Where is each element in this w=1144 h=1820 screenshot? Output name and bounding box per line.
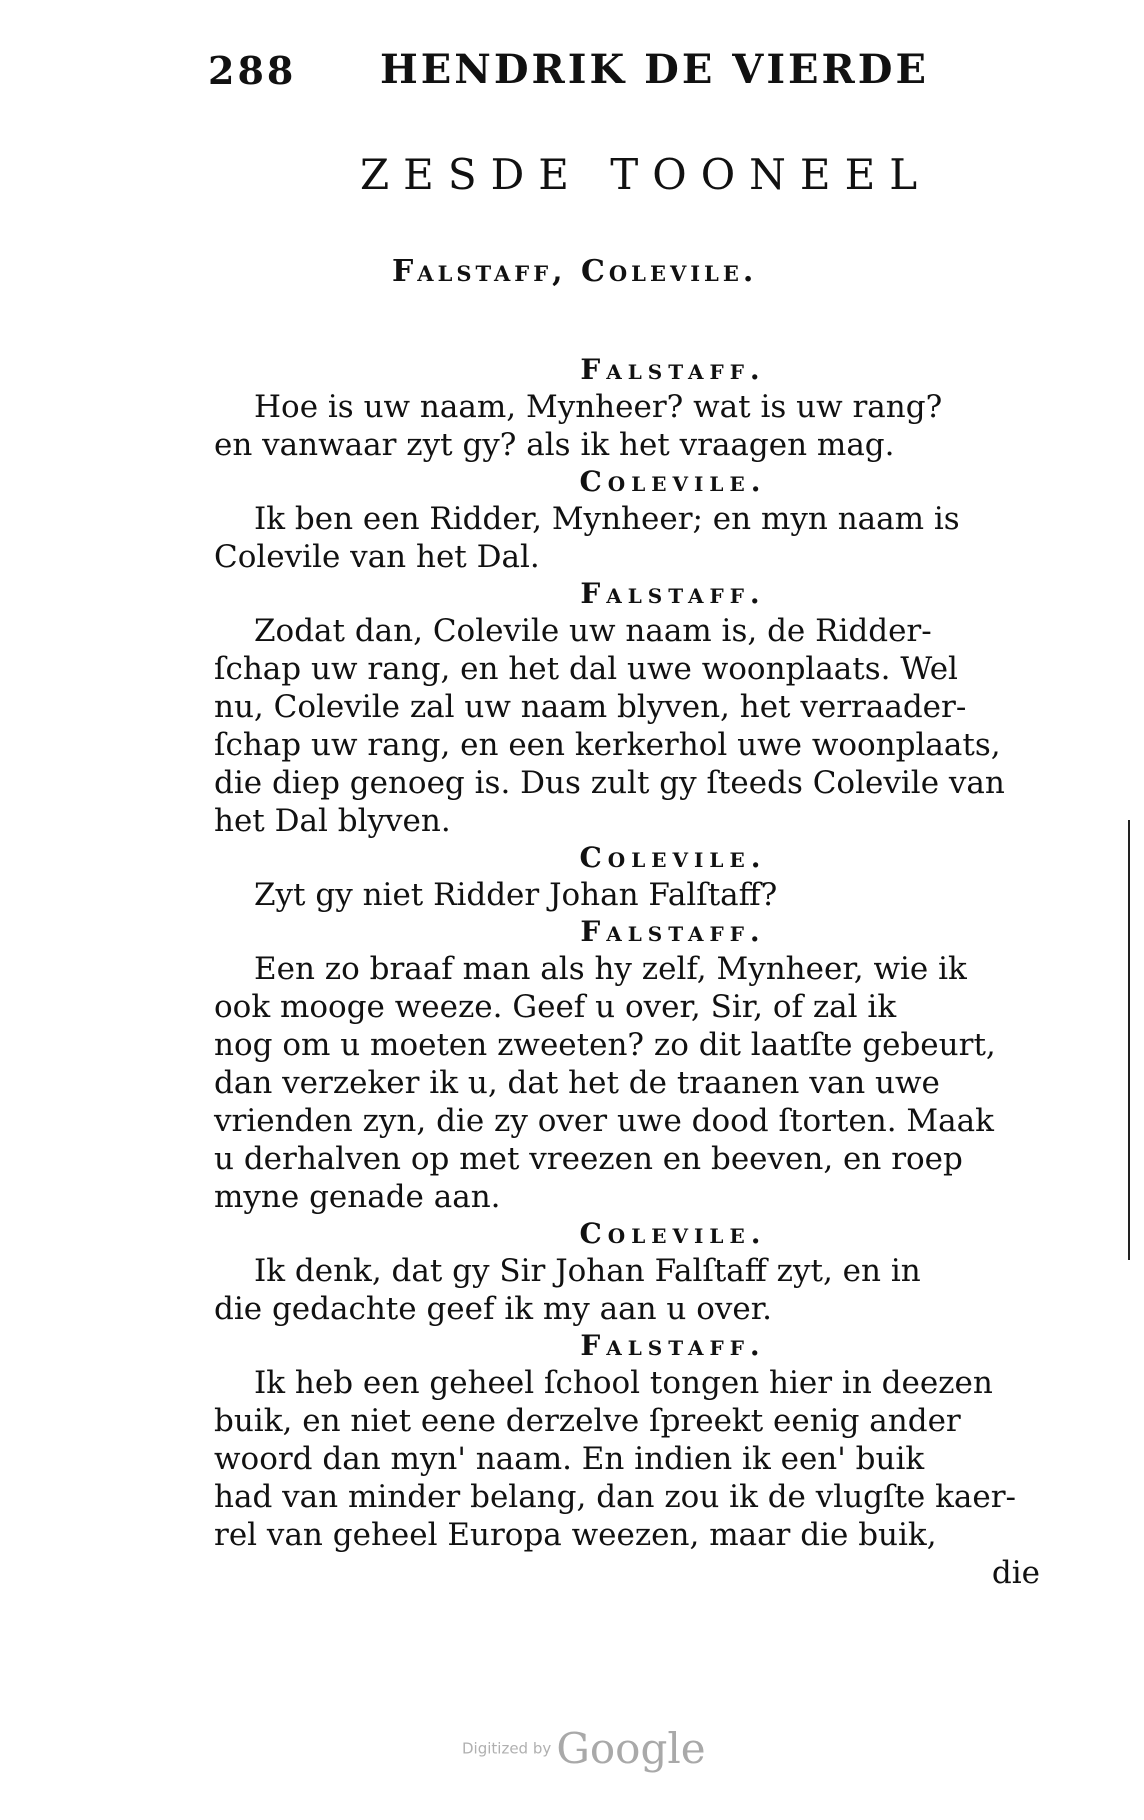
google-logo: Google [556,1724,706,1773]
speaker-name: Colevile. [579,465,767,498]
speech-line: het Dal blyven. [214,803,451,839]
speech-line: Colevile van het Dal. [214,539,540,575]
speech-line: ſchap uw rang, en het dal uwe woonplaats. Wel [214,651,958,687]
speech-line: woord dan myn' naam. En indien ik een' buik [214,1441,925,1477]
digitized-by-label: Digitized by [462,1739,552,1758]
speech-line: Ik ben een Ridder, Mynheer; en myn naam is [254,501,960,537]
speaker-name: Colevile. [579,841,767,874]
speaker-name: Colevile. [579,1217,767,1250]
speech-line: die gedachte geef ik my aan u over. [214,1291,773,1327]
speech-line: buik, en niet eene derzelve ſpreekt eenig ander [214,1403,961,1439]
speech-line: u derhalven op met vreezen en beeven, en roep [214,1141,963,1177]
speech-line: dan verzeker ik u, dat het de traanen van uwe [214,1065,940,1101]
speech-line: nu, Colevile zal uw naam blyven, het verraader- [214,689,967,725]
speech-line: ſchap uw rang, en een kerkerhol uwe woonplaats, [214,727,1001,763]
speech-line: rel van geheel Europa weezen, maar die buik, [214,1517,937,1553]
speech-line: ook mooge weeze. Geef u over, Sir, of zal ik [214,989,897,1025]
dramatis-personae: Falstaff, Colevile. [392,254,758,289]
speech-line: die diep genoeg is. Dus zult gy ſteeds Colevile van [214,765,1005,801]
speech-line: Zyt gy niet Ridder Johan Falſtaff? [254,877,778,913]
margin-rule [1128,820,1130,1260]
scene-title: ZESDE TOONEEL [360,150,932,199]
speech-line: Hoe is uw naam, Mynheer? wat is uw rang? [254,389,943,425]
catchword: die [991,1555,1040,1591]
speaker-name: Falstaff. [580,1329,766,1362]
speech-line: Een zo braaf man als hy zelf, Mynheer, wie ik [254,951,967,987]
speech-line: vrienden zyn, die zy over uwe dood ſtorten. Maak [214,1103,994,1139]
page-number: 288 [208,48,297,93]
speech-line: en vanwaar zyt gy? als ik het vraagen mag. [214,427,895,463]
running-title: HENDRIK DE VIERDE [380,46,929,93]
speech-line: nog om u moeten zweeten? zo dit laatſte gebeurt, [214,1027,996,1063]
running-header [208,42,928,102]
digitization-watermark [462,1724,706,1773]
speech-line: had van minder belang, dan zou ik de vlugſte kaer- [214,1479,1017,1515]
speaker-name: Falstaff. [580,577,766,610]
speech-line: Ik denk, dat gy Sir Johan Falſtaff zyt, en in [254,1253,921,1289]
speaker-name: Falstaff. [580,353,766,386]
speech-line: myne genade aan. [214,1179,501,1215]
speech-line: Zodat dan, Colevile uw naam is, de Ridder- [254,613,932,649]
speaker-name: Falstaff. [580,915,766,948]
speech-line: Ik heb een geheel ſchool tongen hier in deezen [254,1365,993,1401]
play-text [214,352,1052,1592]
